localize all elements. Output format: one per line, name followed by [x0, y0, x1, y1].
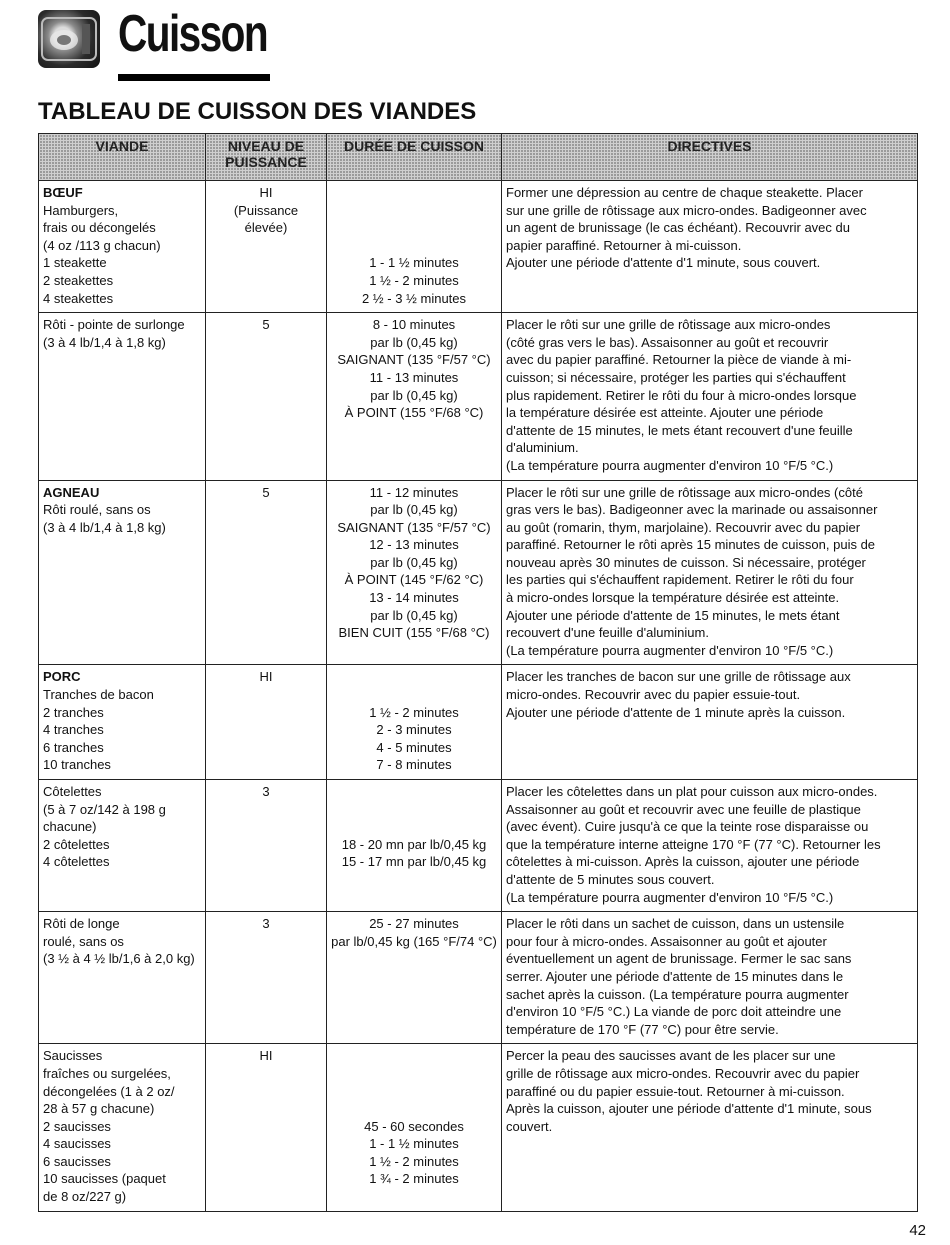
meat-line: Rôti de longe	[43, 916, 120, 932]
time-line: par lb (0,45 kg)	[370, 387, 458, 403]
time-line: 1 ½ - 2 minutes	[369, 704, 459, 720]
meat-line: Rôti roulé, sans os	[43, 502, 151, 518]
meat-line: AGNEAU	[43, 484, 100, 500]
table-row	[39, 665, 918, 780]
directions-line: paraffiné ou du papier essuie-tout. Retourner à mi-cuisson.	[506, 1083, 845, 1099]
directions-line: les parties qui s'échauffent rapidement. Retirer le rôti du four	[506, 572, 854, 588]
time-line: 11 - 13 minutes	[369, 369, 459, 385]
power-cell	[206, 1044, 327, 1211]
power-line: 3	[262, 916, 270, 932]
meat-cell	[39, 665, 206, 780]
meat-line: (3 à 4 lb/1,4 à 1,8 kg)	[43, 334, 166, 350]
meat-line: 2 saucisses	[43, 1118, 111, 1134]
directions-line: (La température pourra augmenter d'environ 10 °F/5 °C.)	[506, 642, 834, 658]
meat-cell	[39, 780, 206, 912]
directions-line: Ajouter une période d'attente de 15 minutes, le mets étant	[506, 607, 840, 623]
table-row	[39, 780, 918, 912]
time-cell	[327, 780, 502, 912]
meat-line: 4 tranches	[43, 722, 104, 738]
directions-cell	[502, 912, 918, 1044]
time-line	[331, 1100, 497, 1118]
meat-line: de 8 oz/227 g)	[43, 1189, 127, 1205]
directions-line: Ajouter une période d'attente de 1 minute après la cuisson.	[506, 704, 846, 720]
time-line: SAIGNANT (135 °F/57 °C)	[337, 352, 491, 368]
time-line: 1 - 1 ½ minutes	[369, 1136, 459, 1152]
directions-line: (avec évent). Cuire jusqu'à ce que la teinte rose disparaisse ou	[506, 819, 869, 835]
power-cell	[206, 665, 327, 780]
meat-line: 10 saucisses (paquet	[43, 1171, 166, 1187]
power-line: HI	[259, 185, 273, 200]
col-header-time: DURÉE DE CUISSON	[327, 134, 502, 181]
time-line	[331, 783, 497, 801]
directions-line: Ajouter une période d'attente d'1 minute, sous couvert.	[506, 255, 821, 271]
power-cell	[206, 313, 327, 480]
directions-line: cuisson; si nécessaire, protéger les parties qui s'échauffent	[506, 369, 846, 385]
time-line: 8 - 10 minutes	[372, 317, 456, 333]
time-line: 45 - 60 secondes	[364, 1118, 464, 1134]
meat-line: 2 tranches	[43, 704, 104, 720]
meat-line: 6 saucisses	[43, 1153, 111, 1169]
page-number: 42	[909, 1222, 926, 1239]
directions-line: à micro-ondes lorsque la température désirée est atteinte.	[506, 590, 840, 606]
time-line	[331, 818, 497, 836]
meat-line: roulé, sans os	[43, 933, 124, 949]
time-line: 2 ½ - 3 ½ minutes	[361, 290, 467, 306]
page-title: Cuisson	[118, 5, 268, 63]
table-row	[39, 1044, 918, 1211]
directions-line: éventuellement un agent de brunissage. Fermer le sac sans	[506, 951, 852, 967]
directions-cell	[502, 313, 918, 480]
meat-line: (3 à 4 lb/1,4 à 1,8 kg)	[43, 519, 166, 535]
time-line: 15 - 17 mn par lb/0,45 kg	[341, 854, 487, 870]
col-header-meat: VIANDE	[39, 134, 206, 181]
directions-line: Placer le rôti sur une grille de rôtissage aux micro-ondes (côté	[506, 484, 863, 500]
time-line: par lb (0,45 kg)	[370, 554, 458, 570]
meat-line: Saucisses	[43, 1048, 103, 1064]
power-cell	[206, 780, 327, 912]
directions-line: plus rapidement. Retirer le rôti du four à micro-ondes lorsque	[506, 387, 857, 403]
directions-line: micro-ondes. Recouvrir avec du papier essuie-tout.	[506, 687, 801, 703]
power-line: 5	[262, 317, 270, 333]
meat-line: Tranches de bacon	[43, 687, 154, 703]
directions-line: papier paraffiné. Retourner à mi-cuisson.	[506, 237, 742, 253]
power-cell	[206, 480, 327, 665]
time-line: 12 - 13 minutes	[369, 537, 459, 553]
power-line: (Puissance	[233, 202, 299, 218]
directions-line: (côté gras vers le bas). Assaisonner au goût et recouvrir	[506, 334, 829, 350]
microwave-food-icon	[38, 10, 100, 68]
directions-line: pour four à micro-ondes. Assaisonner au goût et ajouter	[506, 933, 827, 949]
meat-line: 4 saucisses	[43, 1136, 111, 1152]
meat-line: 6 tranches	[43, 739, 104, 755]
time-line: À POINT (155 °F/68 °C)	[344, 405, 484, 421]
time-cell	[327, 181, 502, 313]
table-row	[39, 181, 918, 313]
time-cell	[327, 665, 502, 780]
time-line: 13 - 14 minutes	[369, 590, 459, 606]
meat-cell	[39, 313, 206, 480]
meat-line: (3 ½ à 4 ½ lb/1,6 à 2,0 kg)	[43, 951, 195, 967]
directions-line: Après la cuisson, ajouter une période d'attente d'1 minute, sous	[506, 1101, 872, 1117]
time-line: À POINT (145 °F/62 °C)	[344, 572, 484, 588]
time-line: 4 - 5 minutes	[376, 739, 452, 755]
time-cell	[327, 313, 502, 480]
time-line: par lb (0,45 kg)	[370, 502, 458, 518]
time-line	[331, 237, 497, 255]
directions-line: (La température pourra augmenter d'environ 10 °F/5 °C.)	[506, 889, 834, 905]
meat-line: Hamburgers,	[43, 202, 119, 218]
meat-line: BŒUF	[43, 185, 83, 200]
directions-line: sur une grille de rôtissage aux micro-ondes. Badigeonner avec	[506, 202, 867, 218]
time-line	[331, 686, 497, 704]
title-underline	[118, 74, 270, 81]
time-line: 11 - 12 minutes	[369, 484, 459, 500]
directions-line: d'aluminium.	[506, 440, 579, 456]
meat-cell	[39, 480, 206, 665]
meat-line: 2 côtelettes	[43, 836, 110, 852]
meat-line: décongelées (1 à 2 oz/	[43, 1083, 175, 1099]
directions-line: nouveau après 30 minutes de cuisson. Si nécessaire, protéger	[506, 554, 866, 570]
section-title: TABLEAU DE CUISSON DES VIANDES	[38, 98, 477, 125]
meat-line: fraîches ou surgelées,	[43, 1065, 171, 1081]
time-line	[331, 1083, 497, 1101]
directions-line: gras vers le bas). Badigeonner avec la marinade ou assaisonner	[506, 502, 878, 518]
table-row	[39, 313, 918, 480]
meat-line: chacune)	[43, 819, 97, 835]
meat-line: Côtelettes	[43, 784, 102, 799]
meat-line: 1 steakette	[43, 255, 107, 271]
meat-line: 2 steakettes	[43, 272, 114, 288]
directions-line: grille de rôtissage aux micro-ondes. Recouvrir avec du papier	[506, 1065, 860, 1081]
time-cell	[327, 480, 502, 665]
directions-line: température de 170 °F (77 °C) pour être servie.	[506, 1021, 779, 1037]
power-cell	[206, 181, 327, 313]
meat-line: (4 oz /113 g chacun)	[43, 237, 161, 253]
directions-line: Placer les tranches de bacon sur une grille de rôtissage aux	[506, 669, 851, 685]
directions-cell	[502, 780, 918, 912]
meat-line: 4 steakettes	[43, 290, 114, 306]
directions-cell	[502, 480, 918, 665]
power-line: HI	[259, 1048, 273, 1064]
meat-line: 28 à 57 g chacune)	[43, 1101, 155, 1117]
time-line	[331, 1065, 497, 1083]
directions-line: d'attente de 5 minutes sous couvert.	[506, 871, 715, 887]
meat-line: 10 tranches	[43, 757, 111, 773]
time-line: 1 ½ - 2 minutes	[369, 1153, 459, 1169]
time-line	[331, 202, 497, 220]
col-header-directions: DIRECTIVES	[502, 134, 918, 181]
time-line: 18 - 20 mn par lb/0,45 kg	[341, 836, 487, 852]
time-line: par lb (0,45 kg)	[370, 607, 458, 623]
power-line: élevée)	[244, 220, 288, 236]
directions-line: côtelettes à mi-cuisson. Après la cuisson, ajouter une période	[506, 854, 860, 870]
directions-line: (La température pourra augmenter d'environ 10 °F/5 °C.)	[506, 457, 834, 473]
time-line: BIEN CUIT (155 °F/68 °C)	[338, 625, 490, 641]
time-line	[331, 184, 497, 202]
directions-line: au goût (romarin, thym, marjolaine). Recouvrir avec du papier	[506, 519, 861, 535]
meat-cell	[39, 181, 206, 313]
time-line	[331, 801, 497, 819]
power-cell	[206, 912, 327, 1044]
directions-line: serrer. Ajouter une période d'attente de 15 minutes dans le	[506, 968, 844, 984]
time-line: 25 - 27 minutes	[369, 916, 459, 932]
meat-line: 4 côtelettes	[43, 854, 110, 870]
directions-line: d'environ 10 °F/5 °C.) La viande de porc doit atteindre une	[506, 1004, 842, 1020]
meat-line: PORC	[43, 669, 81, 685]
directions-line: que la température interne atteigne 170 °F (77 °C). Retourner les	[506, 836, 881, 852]
time-line: 7 - 8 minutes	[376, 757, 452, 773]
directions-line: recouvert d'une feuille d'aluminium.	[506, 625, 709, 641]
directions-cell	[502, 1044, 918, 1211]
table-header-row	[39, 134, 918, 181]
time-line	[331, 668, 497, 686]
time-line	[331, 219, 497, 237]
directions-line: Percer la peau des saucisses avant de les placer sur une	[506, 1048, 836, 1064]
directions-cell	[502, 181, 918, 313]
directions-line: la température désirée est atteinte. Ajouter une période	[506, 405, 824, 421]
time-line: SAIGNANT (135 °F/57 °C)	[337, 519, 491, 535]
meat-cell	[39, 912, 206, 1044]
time-line: 1 - 1 ½ minutes	[369, 255, 459, 271]
time-line	[331, 1047, 497, 1065]
meat-line: (5 à 7 oz/142 à 198 g	[43, 801, 166, 817]
time-line: 1 ½ - 2 minutes	[369, 272, 459, 288]
time-cell	[327, 1044, 502, 1211]
directions-line: un agent de brunissage (le cas échéant). Recouvrir avec du	[506, 220, 850, 236]
table-row	[39, 480, 918, 665]
directions-line: paraffiné. Retourner le rôti après 15 minutes de cuisson, puis de	[506, 537, 876, 553]
power-line: 5	[262, 484, 270, 500]
power-line: HI	[259, 669, 273, 685]
meat-cell	[39, 1044, 206, 1211]
directions-line: couvert.	[506, 1118, 553, 1134]
time-line: par lb/0,45 kg (165 °F/74 °C)	[331, 933, 497, 949]
time-line: par lb (0,45 kg)	[370, 334, 458, 350]
table-row	[39, 912, 918, 1044]
directions-line: Former une dépression au centre de chaque steakette. Placer	[506, 185, 863, 200]
meat-line: Rôti - pointe de surlonge	[43, 317, 185, 333]
directions-line: sachet après la cuisson. (La température pourra augmenter	[506, 986, 849, 1002]
directions-line: avec du papier paraffiné. Retourner la pièce de viande à mi-	[506, 352, 852, 368]
meat-line: frais ou décongelés	[43, 220, 156, 236]
directions-line: Placer le rôti sur une grille de rôtissage aux micro-ondes	[506, 317, 831, 333]
directions-line: Placer les côtelettes dans un plat pour cuisson aux micro-ondes.	[506, 784, 878, 799]
directions-line: Placer le rôti dans un sachet de cuisson, dans un ustensile	[506, 916, 845, 932]
directions-line: d'attente de 15 minutes, le mets étant recouvert d'une feuille	[506, 422, 853, 438]
directions-cell	[502, 665, 918, 780]
power-line: 3	[262, 784, 270, 799]
cooking-table	[38, 133, 918, 1212]
time-line: 2 - 3 minutes	[376, 722, 452, 738]
time-cell	[327, 912, 502, 1044]
directions-line: Assaisonner au goût et recouvrir avec une feuille de plastique	[506, 801, 861, 817]
time-line: 1 ¾ - 2 minutes	[369, 1171, 459, 1187]
col-header-power: NIVEAU DE PUISSANCE	[206, 134, 327, 181]
